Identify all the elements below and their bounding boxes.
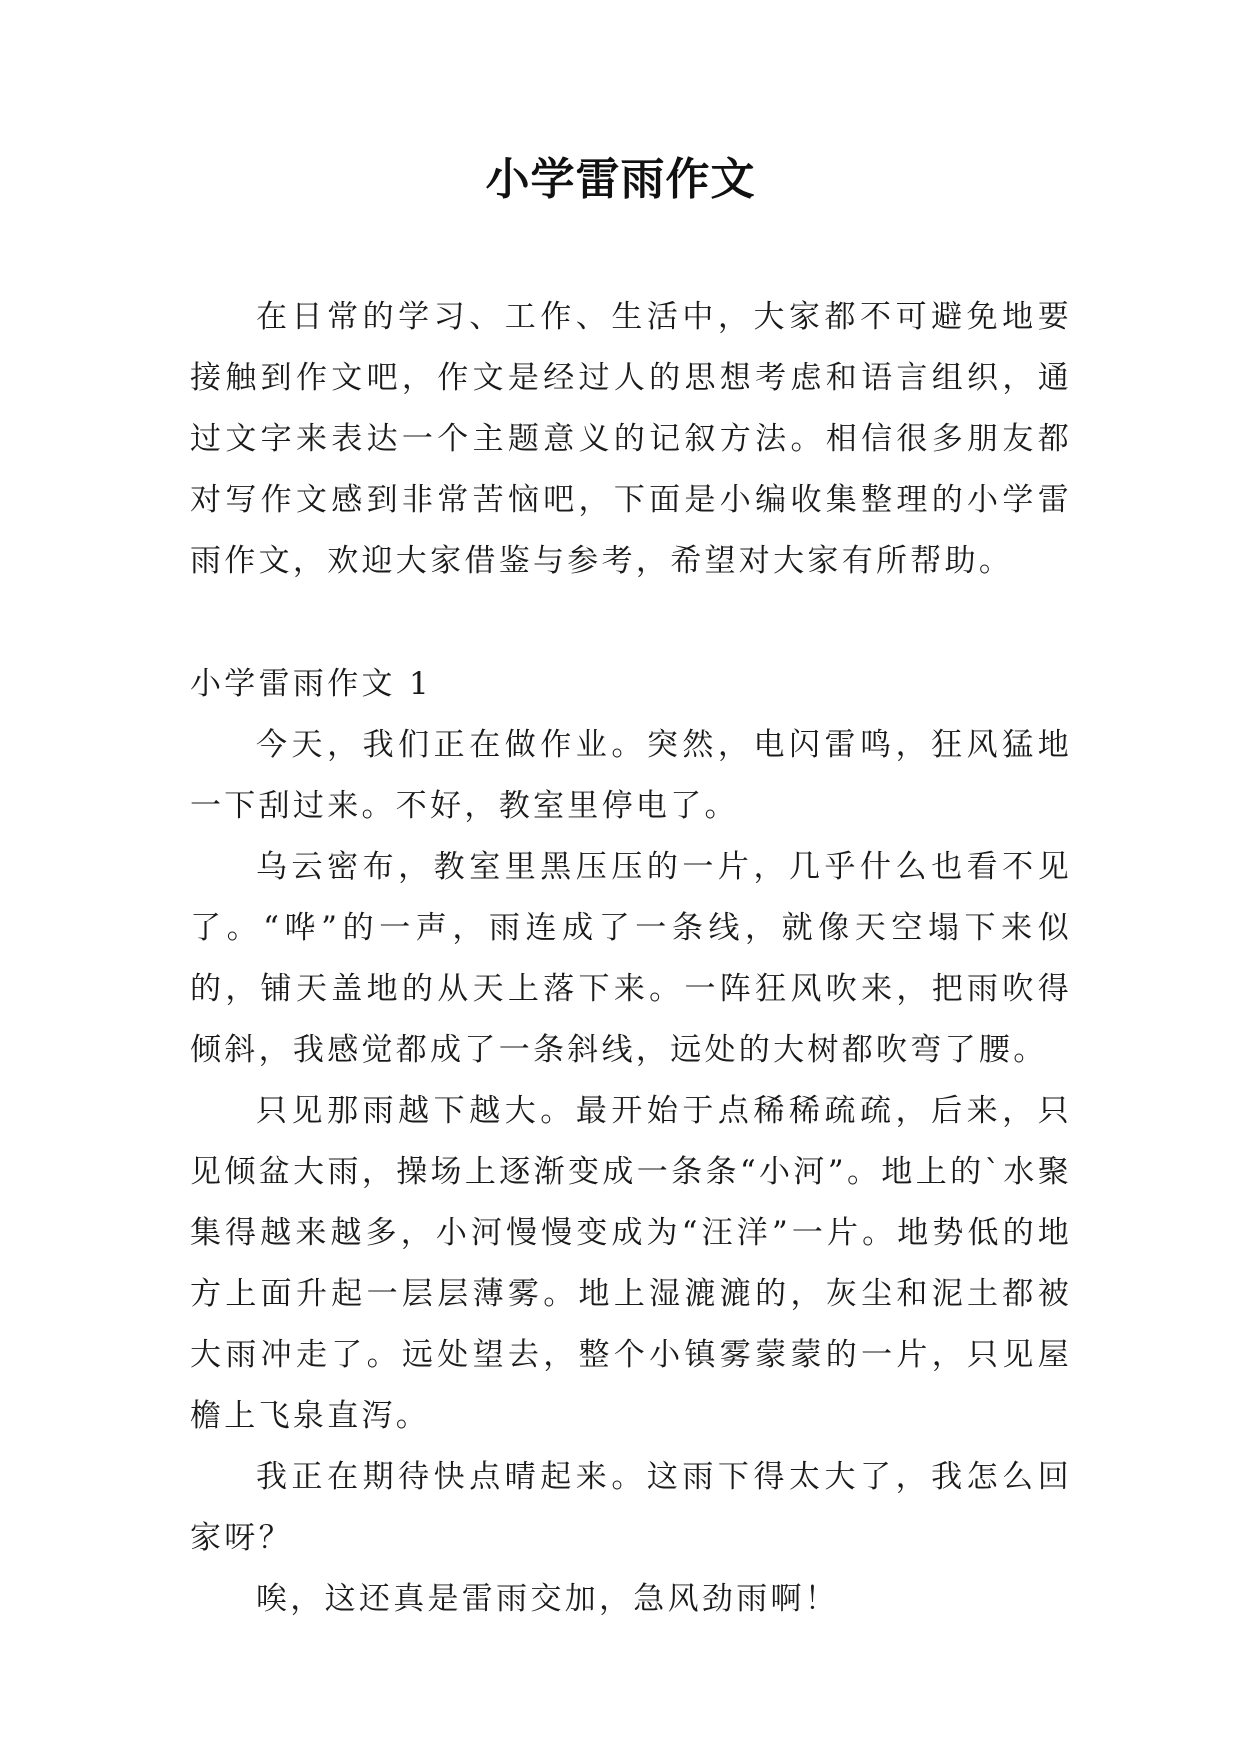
section-spacer [190, 592, 1072, 654]
body-paragraph-2: 乌云密布，教室里黑压压的一片，几乎什么也看不见了。“哗”的一声，雨连成了一条线，就像天空塌下来似的，铺天盖地的从天上落下来。一阵狂风吹来，把雨吹得倾斜，我感觉都成了一条斜线，远处的大树都吹弯了腰。 [190, 849, 1072, 1068]
body-paragraph-1: 今天，我们正在做作业。突然，电闪雷鸣，狂风猛地一下刮过来。不好，教室里停电了。 [190, 727, 1072, 824]
document-body [190, 287, 1072, 1630]
intro-paragraph: 在日常的学习、工作、生活中，大家都不可避免地要接触到作文吧，作文是经过人的思想考虑和语言组织，通过文字来表达一个主题意义的记叙方法。相信很多朋友都对写作文感到非常苦恼吧，下面是小编收集整理的小学雷雨作文，欢迎大家借鉴与参考，希望对大家有所帮助。 [190, 299, 1072, 579]
body-paragraph-5: 唉，这还真是雷雨交加，急风劲雨啊！ [256, 1581, 840, 1617]
body-paragraph-4: 我正在期待快点晴起来。这雨下得太大了，我怎么回家呀？ [190, 1459, 1072, 1556]
section-heading: 小学雷雨作文 1 [190, 666, 432, 702]
body-paragraph-3: 只见那雨越下越大。最开始于点稀稀疏疏，后来，只见倾盆大雨，操场上逐渐变成一条条“小河”。地上的`水聚集得越来越多，小河慢慢变成为“汪洋”一片。地势低的地方上面升起一层层薄雾。地上湿漉漉的，灰尘和泥土都被大雨冲走了。远处望去，整个小镇雾蒙蒙的一片，只见屋檐上飞泉直泻。 [190, 1093, 1072, 1434]
document-title: 小学雷雨作文 [485, 154, 756, 205]
